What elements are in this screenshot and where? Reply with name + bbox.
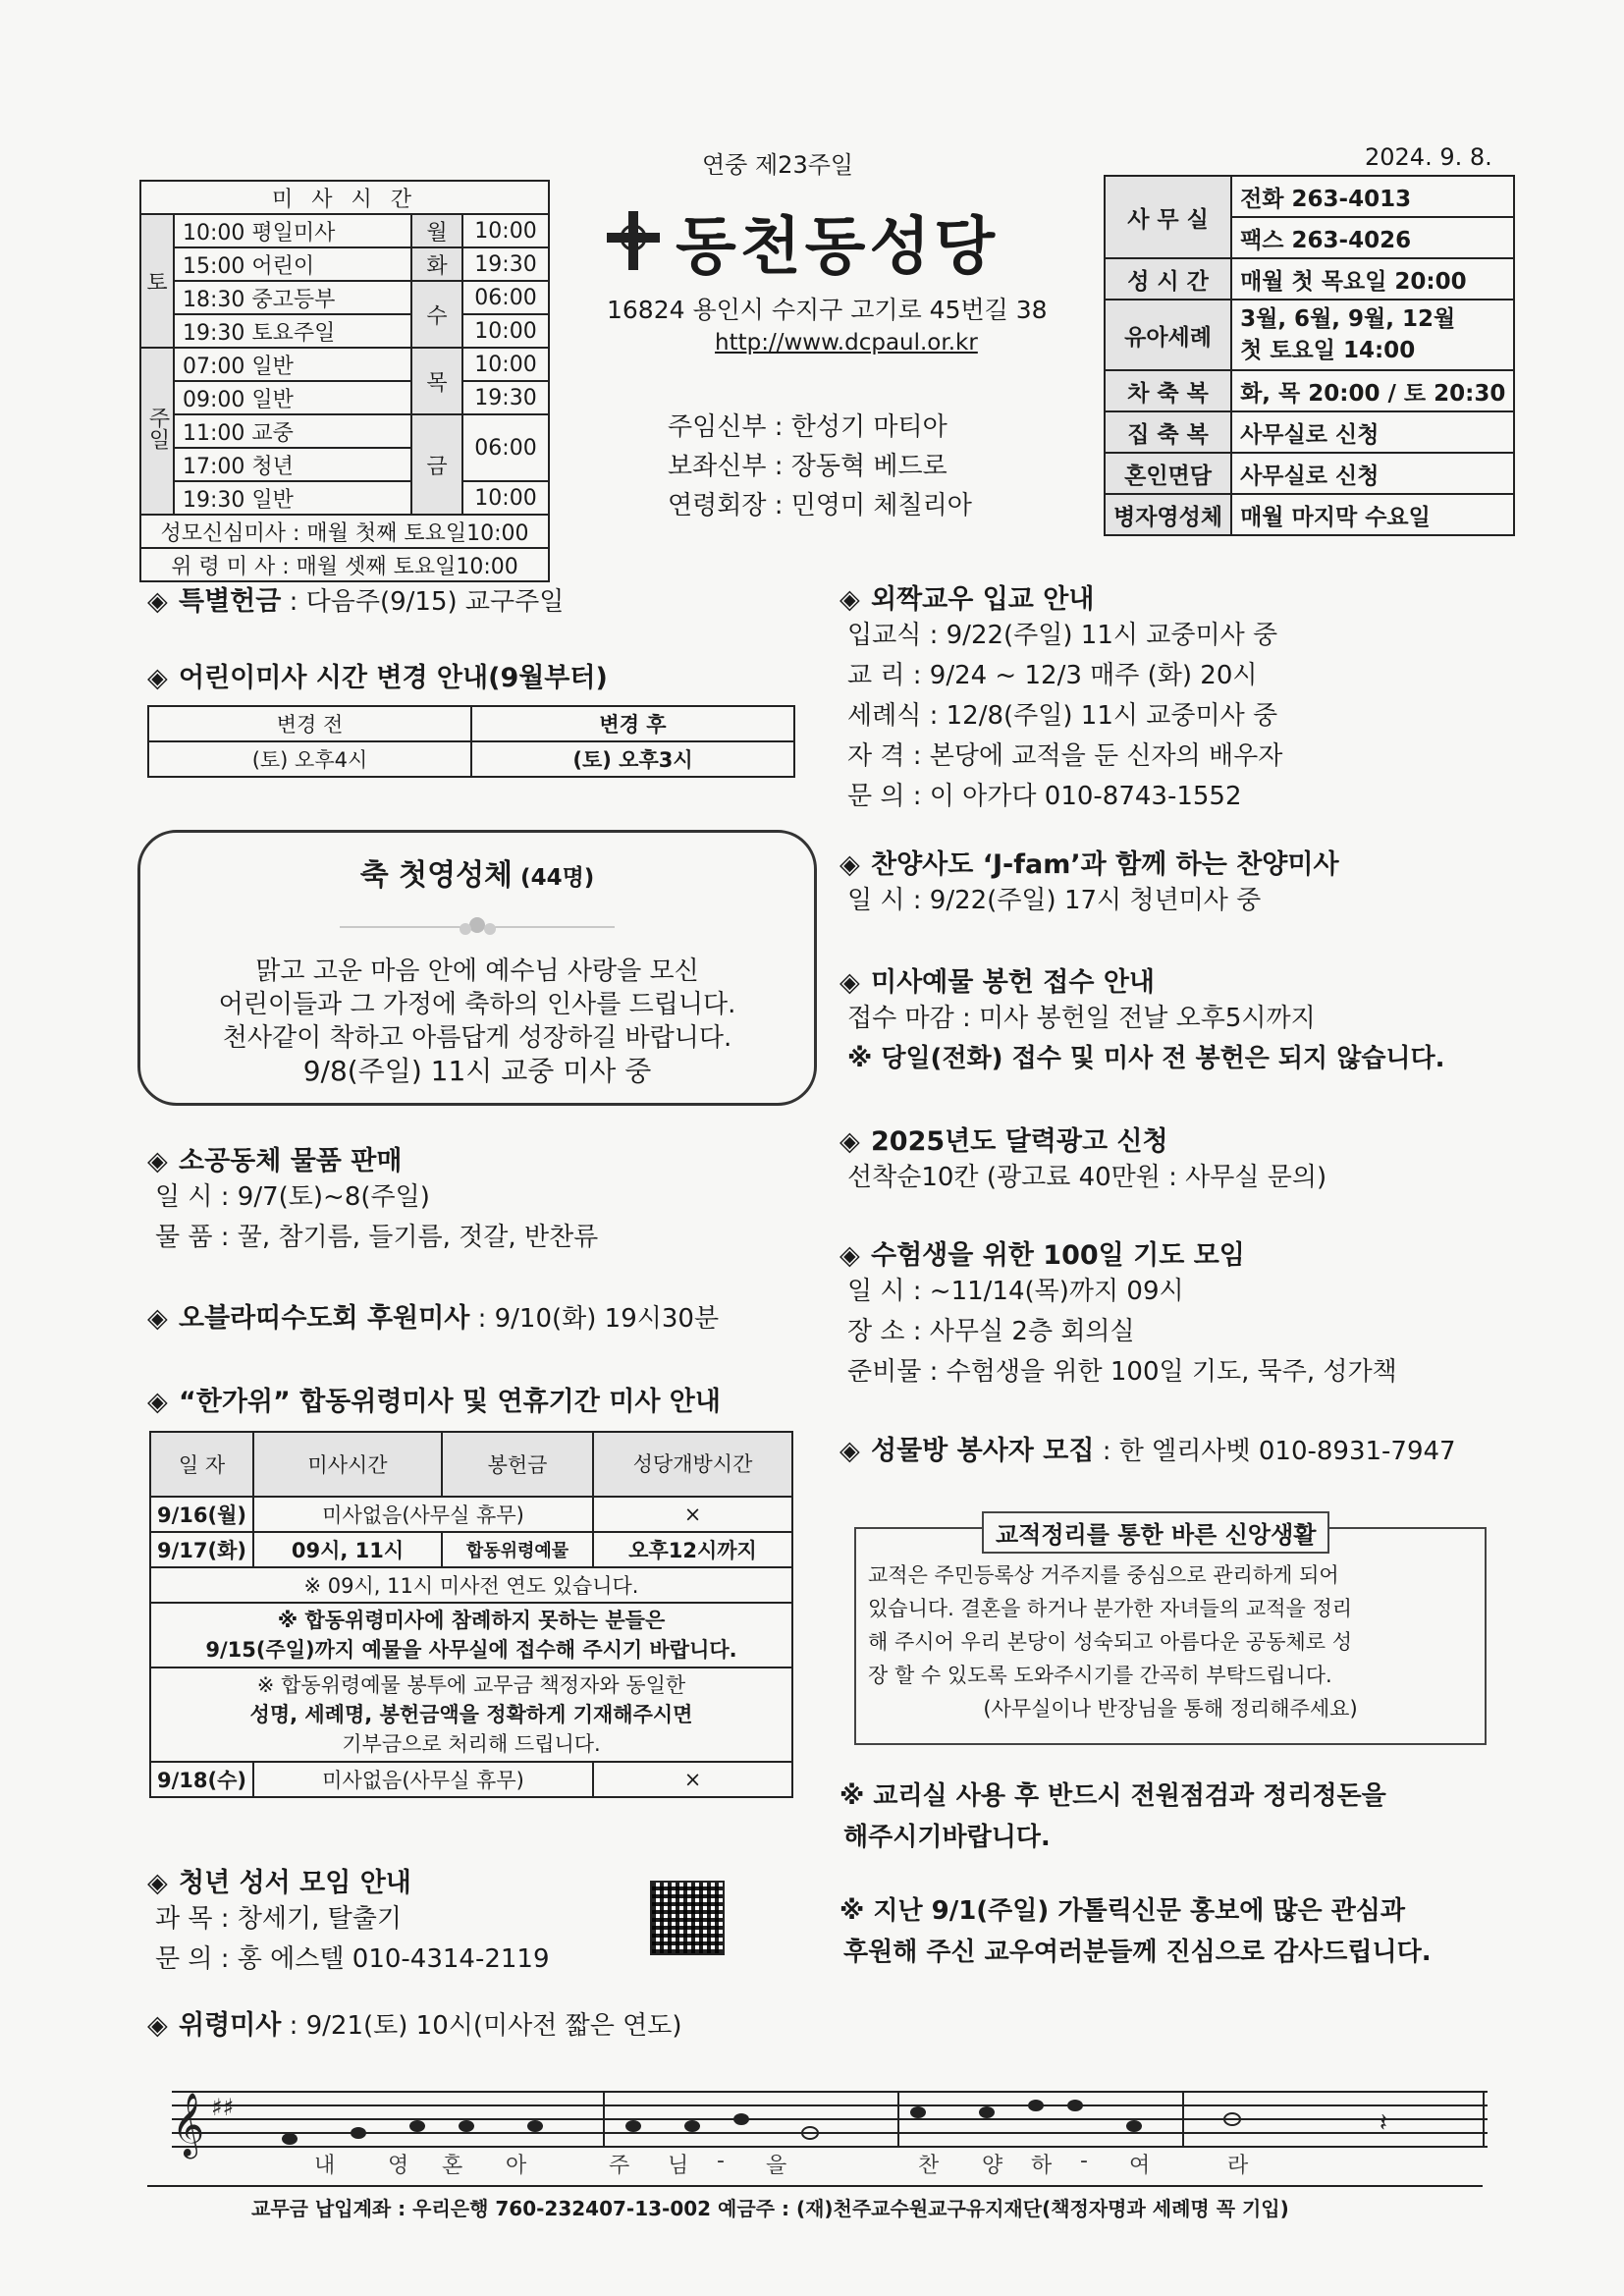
diamond-icon: ◈ [147,586,168,617]
mass-times-table [139,180,550,582]
mass-footer-line: 성모신심미사 : 매월 첫째 토요일10:00 [140,515,549,548]
registry-notice-box [854,1521,1487,1745]
mass-time-item: 18:30 중고등부 [174,281,411,314]
office-value: 매월 첫 목요일 20:00 [1231,258,1514,300]
mass-times-title: 미 사 시 간 [140,181,549,214]
store-volunteer-section: ◈ 성물방 봉사자 모집 : 한 엘리사벳 010-8931-7947 [839,1436,1456,1466]
weekday-label: 금 [411,414,462,515]
requiem-mass-section: ◈ 위령미사 : 9/21(토) 10시(미사전 짧은 연도) [147,2010,682,2041]
clergy-list [668,408,972,525]
chuseok-schedule-table [149,1431,793,1798]
calendar-ad-section: ◈ 2025년도 달력광고 신청 선착순10칸 (광고료 40만원 : 사무실 문의) [839,1126,1327,1192]
office-label: 성 시 간 [1105,258,1231,300]
office-value: 화, 목 20:00 / 토 20:30 [1231,370,1514,411]
rest-icon: 𝄽 [1380,2108,1387,2138]
small-community-sale: ◈ 소공동체 물품 판매 일 시 : 9/7(토)~8(주일) 물 품 : 꿀, 참기름, 들기름, 젓갈, 반찬류 [147,1146,599,1252]
diamond-icon: ◈ [839,584,860,615]
saturday-label: 토 [140,214,174,348]
weekday-time: 06:00 [462,414,549,481]
diamond-icon: ◈ [839,1436,860,1466]
table-cell: 9/16(월) [150,1497,253,1532]
weekday-time: 10:00 [462,481,549,515]
weekday-time: 19:30 [462,247,549,281]
oblate-mass-section: ◈ 오블라띠수도회 후원미사 : 9/10(화) 19시30분 [147,1303,720,1334]
mass-time-item: 15:00 어린이 [174,247,411,281]
weekday-time: 10:00 [462,214,549,247]
table-cell: × [593,1497,792,1532]
office-value: 사무실로 신청 [1231,411,1514,453]
table-header: 봉헌금 [442,1432,593,1497]
cross-icon [599,206,668,275]
communion-title: 축 첫영성체 (44명) [359,858,595,893]
table-cell: 미사없음(사무실 휴무) [253,1497,593,1532]
weekday-label: 수 [411,281,462,348]
diamond-icon: ◈ [147,1303,168,1334]
mass-footer-line: 위 령 미 사 : 매월 셋째 토요일10:00 [140,548,549,581]
office-value: 사무실로 신청 [1231,453,1514,494]
table-header: 미사시간 [253,1432,442,1497]
weekday-label: 월 [411,214,462,247]
mass-time-item: 11:00 교중 [174,414,411,448]
clergy-row: 주임신부 : 한성기 마티아 [668,412,947,442]
account-footer: 교무금 납입계좌 : 우리은행 760-232407-13-002 예금주 : (재)천주교수원교구유지재단(책정자명과 세례명 꼭 기입) [251,2197,1289,2220]
chuseok-title: ◈ “한가위” 합동위령미사 및 연휴기간 미사 안내 [147,1387,721,1417]
kids-before-header: 변경 전 [148,706,471,741]
diamond-icon: ◈ [147,2010,168,2041]
parish-url[interactable]: http://www.dcpaul.or.kr [715,330,978,355]
table-note: ※ 09시, 11시 미사전 연도 있습니다. [150,1567,792,1603]
office-label: 사 무 실 [1105,176,1231,258]
exam-prayer-section: ◈ 수험생을 위한 100일 기도 모임 일 시 : ~11/14(목)까지 09시 장 소 : 사무실 2층 회의실 준비물 : 수험생을 위한 100일 기도, 묵주, 성가책 [839,1240,1397,1387]
weekday-time: 10:00 [462,314,549,348]
table-cell: 09시, 11시 [253,1532,442,1567]
treble-clef-icon: 𝄞 [172,2093,205,2157]
mass-offering-section: ◈ 미사예물 봉헌 접수 안내 접수 마감 : 미사 봉헌일 전날 오후5시까지 ※ 당일(전화) 접수 및 미사 전 봉헌은 되지 않습니다. [839,967,1445,1073]
office-label: 집 축 복 [1105,411,1231,453]
flower-ornament-icon [330,905,624,945]
kids-after-time: (토) 오후3시 [471,741,794,777]
table-header: 일 자 [150,1432,253,1497]
table-cell: 오후12시까지 [593,1532,792,1567]
praise-mass-section: ◈ 찬양사도 ‘J-fam’과 함께 하는 찬양미사 일 시 : 9/22(주일) 17시 청년미사 중 [839,849,1339,915]
table-cell: 9/17(화) [150,1532,253,1567]
weekday-time: 10:00 [462,348,549,381]
sunday-label: 주일 [140,348,174,515]
liturgical-week: 연중 제23주일 [702,151,854,179]
clergy-row: 보좌신부 : 장동혁 베드로 [668,452,947,481]
registry-text: 교적은 주민등록상 거주지를 중심으로 관리하게 되어 있습니다. 결혼을 하거나 분가한 자녀들의 교적을 정리 해 주시어 우리 본당이 성숙되고 아름다운 공동체로 성 장 할 수 있도록 도와주시기를 간곡히 부탁드립니다. (사무실이나 반장님을 통해 정리해주세요) [868,1563,1358,1721]
kids-mass-title: ◈ 어린이미사 시간 변경 안내(9월부터) [147,663,608,693]
communion-message: 맑고 고운 마음 안에 예수님 사랑을 모신 어린이들과 그 가정에 축하의 인사를 드립니다. 천사같이 착하고 아름답게 성장하길 바랍니다. 9/8(주일) 11시 교중 미사 중 [218,957,736,1087]
bulletin-date: 2024. 9. 8. [1365,143,1492,171]
table-note: ※ 합동위령예물 봉투에 교무금 책정자와 동일한 성명, 세례명, 봉헌금액을 정확하게 기재해주시면 기부금으로 처리해 드립니다. [150,1667,792,1762]
qr-code-icon[interactable] [650,1881,725,1955]
offering-section: ◈ 특별헌금 : 다음주(9/15) 교구주일 [147,586,565,617]
weekday-label: 화 [411,247,462,281]
table-cell: 9/18(수) [150,1762,253,1797]
diamond-icon: ◈ [147,663,168,693]
office-label: 유아세례 [1105,300,1231,370]
parish-name: 동천동성당 [676,211,1000,284]
diamond-icon: ◈ [839,1126,860,1157]
office-label: 병자영성체 [1105,494,1231,535]
diamond-icon: ◈ [147,1868,168,1898]
office-value: 전화 263-4013 [1231,176,1514,217]
weekday-time: 19:30 [462,381,549,414]
diamond-icon: ◈ [147,1387,168,1417]
mass-time-item: 19:30 일반 [174,481,411,515]
convert-section: ◈ 외짝교우 입교 안내 입교식 : 9/22(주일) 11시 교중미사 중 교 리 : 9/24 ~ 12/3 매주 (화) 20시 세례식 : 12/8(주일) 11시 교중미사 중 자 격 : 본당에 교적을 둔 신자의 배우자 문 의 : 이 아가다 010-8743-1552 [839,584,1283,811]
office-value: 3월, 6월, 9월, 12월 첫 토요일 14:00 [1231,300,1514,370]
table-cell: 미사없음(사무실 휴무) [253,1762,593,1797]
mass-time-item: 17:00 청년 [174,448,411,481]
weekday-label: 목 [411,348,462,414]
table-cell: × [593,1762,792,1797]
newspaper-thanks: ※ 지난 9/1(주일) 가톨릭신문 홍보에 많은 관심과 후원해 주신 교우여러분들께 진심으로 감사드립니다. [839,1896,1432,1967]
mass-time-item: 19:30 토요주일 [174,314,411,348]
office-label: 혼인면담 [1105,453,1231,494]
music-staff [172,2082,1488,2170]
clergy-row: 연령회장 : 민영미 체칠리아 [668,491,972,520]
office-info-table [1104,175,1515,536]
office-label: 차 축 복 [1105,370,1231,411]
table-note: ※ 합동위령미사에 참례하지 못하는 분들은 9/15(주일)까지 예물을 사무실에 접수해 주시기 바랍니다. [150,1603,792,1667]
sharp-icon: ♯♯ [211,2094,235,2121]
office-value: 매월 마지막 수요일 [1231,494,1514,535]
diamond-icon: ◈ [839,849,860,880]
kids-after-header: 변경 후 [471,706,794,741]
diamond-icon: ◈ [839,1240,860,1271]
table-cell: 합동위령예물 [442,1532,593,1567]
weekday-time: 06:00 [462,281,549,314]
mass-time-item: 09:00 일반 [174,381,411,414]
classroom-notice: ※ 교리실 사용 후 반드시 전원점검과 정리정돈을 해주시기바랍니다. [839,1781,1386,1852]
mass-time-item: 10:00 평일미사 [174,214,411,247]
office-value: 팩스 263-4026 [1231,217,1514,258]
parish-address: 16824 용인시 수지구 고기로 45번길 38 [607,296,1048,324]
registry-title: 교적정리를 통한 바른 신앙생활 [982,1511,1329,1554]
diamond-icon: ◈ [147,1146,168,1176]
diamond-icon: ◈ [839,967,860,998]
first-communion-box [137,830,817,1106]
kids-before-time: (토) 오후4시 [148,741,471,777]
table-header: 성당개방시간 [593,1432,792,1497]
youth-bible-section: ◈ 청년 성서 모임 안내 과 목 : 창세기, 탈출기 문 의 : 홍 에스텔 010-4314-2119 [147,1868,550,1974]
kids-mass-table [147,705,795,778]
mass-time-item: 07:00 일반 [174,348,411,381]
